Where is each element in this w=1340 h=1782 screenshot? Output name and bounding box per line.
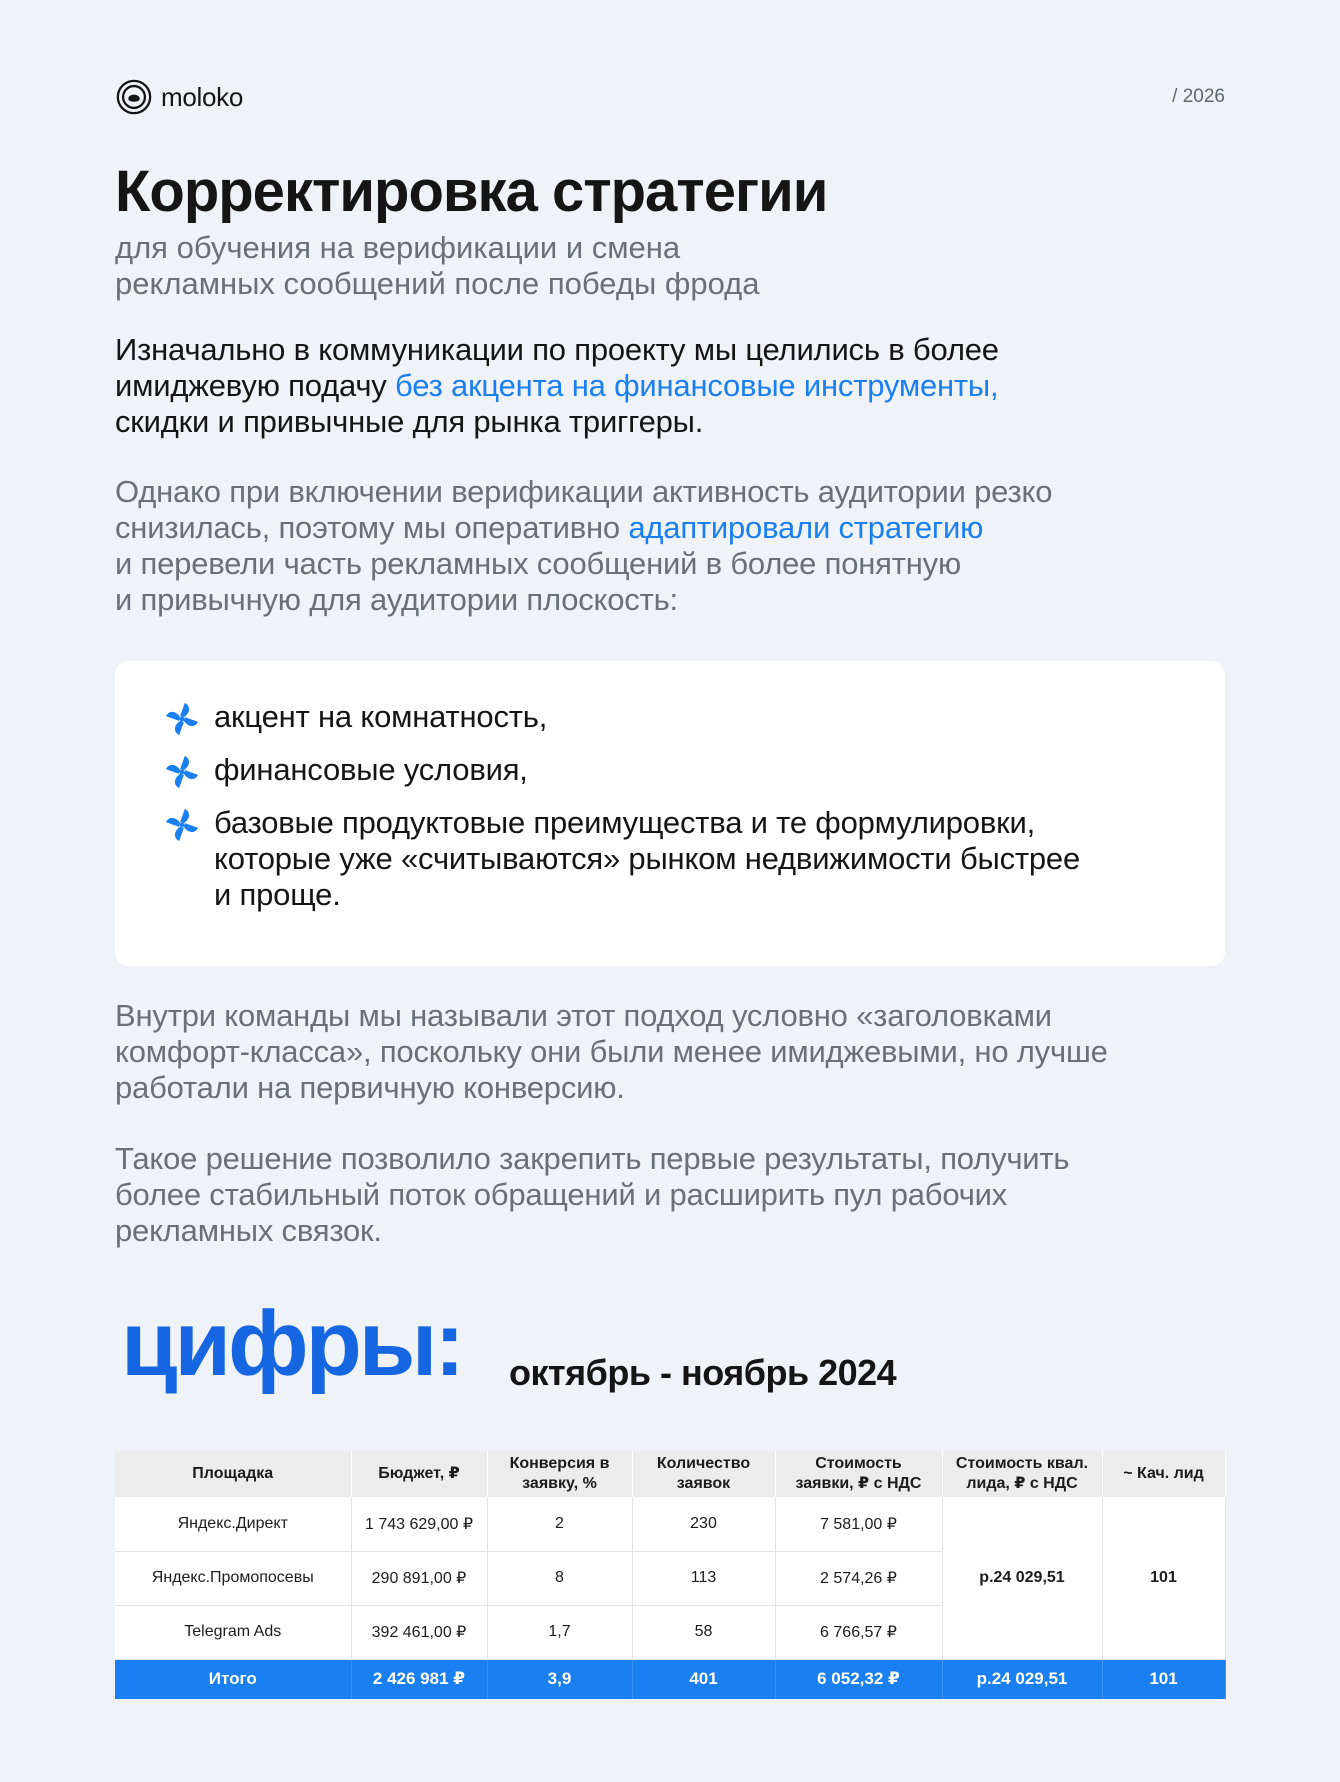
col-header-platform: Площадка [115,1451,351,1497]
header-line: Стоимость [815,1455,902,1472]
logo-text: moloko [161,81,244,112]
header-line: лида, ₽ с НДС [966,1475,1078,1492]
cell-qualified-cost: р.24 029,51 [942,1497,1102,1659]
col-header-budget: Бюджет, ₽ [351,1451,487,1497]
total-count: 401 [632,1659,775,1699]
team-paragraph [115,998,1225,1106]
table-total-row [115,1659,1225,1699]
text-line: которые уже «считываются» рынком недвижимости быстрее [214,841,1080,876]
header-line: Количество [656,1455,751,1472]
header-line: заявку, % [522,1475,597,1492]
cell-conversion: 8 [487,1551,632,1605]
subtitle-line: для обучения на верификации и смена [115,230,681,265]
table-row [115,1497,1225,1551]
subtitle-line: рекламных сообщений после победы фрода [115,266,760,301]
bullet-text [214,805,1080,913]
page [115,0,1225,1782]
col-header-qualified-leads: ~ Кач. лид [1102,1451,1225,1497]
text-line: Внутри команды мы называли этот подход условно «заголовками [115,998,1052,1033]
list-item [163,699,1185,740]
numbers-period: октябрь - ноябрь 2024 [509,1352,897,1393]
total-label: Итого [115,1659,351,1699]
cell-count: 58 [632,1605,775,1659]
cell-qualified-leads: 101 [1102,1497,1225,1659]
highlight-text: адаптировали стратегию [628,510,984,545]
bullet-text: финансовые условия, [214,752,528,787]
cell-conversion: 1,7 [487,1605,632,1659]
logo [115,78,243,116]
results-table [115,1451,1226,1699]
text-line [115,368,1225,404]
list-item [163,805,1185,913]
text-line [115,510,1225,546]
bullet-list [163,699,1185,925]
moloko-logo-icon [115,78,153,116]
result-paragraph [115,1141,1225,1249]
total-budget: 2 426 981 ₽ [351,1659,487,1699]
cell-cost: 6 766,57 ₽ [775,1605,942,1659]
header-line: заявки, ₽ с НДС [795,1475,922,1492]
text-line: и перевели часть рекламных сообщений в более понятную [115,546,962,581]
text-line: Изначально в коммуникации по проекту мы целились в более [115,332,999,367]
text-line: скидки и привычные для рынка триггеры. [115,404,704,439]
total-conversion: 3,9 [487,1659,632,1699]
cell-count: 230 [632,1497,775,1551]
text-line: Такое решение позволило закрепить первые результаты, получить [115,1141,1070,1176]
total-qualified-cost: р.24 029,51 [942,1659,1102,1699]
cell-conversion: 2 [487,1497,632,1551]
text-line: рекламных связок. [115,1213,382,1248]
adapt-paragraph [115,474,1225,618]
text-line: базовые продуктовые преимущества и те формулировки, [214,805,1035,840]
text-line: Однако при включении верификации активность аудитории резко [115,474,1053,509]
col-header-cost [775,1451,942,1497]
pinwheel-icon [163,806,203,846]
cell-budget: 392 461,00 ₽ [351,1605,487,1659]
header-line: заявок [676,1475,731,1492]
text-line: и привычную для аудитории плоскость: [115,582,678,617]
header-line: Стоимость квал. [955,1455,1089,1472]
header-line: Конверсия в [509,1455,610,1472]
cell-budget: 290 891,00 ₽ [351,1551,487,1605]
cell-platform: Яндекс.Промопосевы [115,1551,351,1605]
pinwheel-icon [163,753,203,793]
highlight-text: без акцента на финансовые инструменты, [395,368,999,403]
cell-budget: 1 743 629,00 ₽ [351,1497,487,1551]
text-plain: имиджевую подачу [115,368,396,403]
text-line: и проще. [214,877,341,912]
total-qualified-leads: 101 [1102,1659,1225,1699]
list-item [163,752,1185,793]
col-header-qualified-cost [942,1451,1102,1497]
col-header-conversion [487,1451,632,1497]
pinwheel-icon [163,700,203,740]
cell-platform: Telegram Ads [115,1605,351,1659]
bullet-text: акцент на комнатность, [214,699,548,734]
col-header-count [632,1451,775,1497]
numbers-headline: цифры: [121,1293,463,1395]
table-header-row [115,1451,1225,1497]
cell-count: 113 [632,1551,775,1605]
cell-cost: 7 581,00 ₽ [775,1497,942,1551]
text-plain: снизилась, поэтому мы оперативно [115,510,629,545]
text-line: комфорт-класса», поскольку они были менее имиджевыми, но лучше [115,1034,1108,1069]
bullets-card [115,661,1225,966]
cell-cost: 2 574,26 ₽ [775,1551,942,1605]
text-line: более стабильный поток обращений и расширить пул рабочих [115,1177,1008,1212]
text-line: работали на первичную конверсию. [115,1070,625,1105]
cell-platform: Яндекс.Директ [115,1497,351,1551]
total-cost: 6 052,32 ₽ [775,1659,942,1699]
intro-paragraph [115,332,1225,440]
page-subtitle [115,230,1015,302]
page-title: Корректировка стратегии [115,159,828,224]
year-label: / 2026 [1172,86,1225,107]
